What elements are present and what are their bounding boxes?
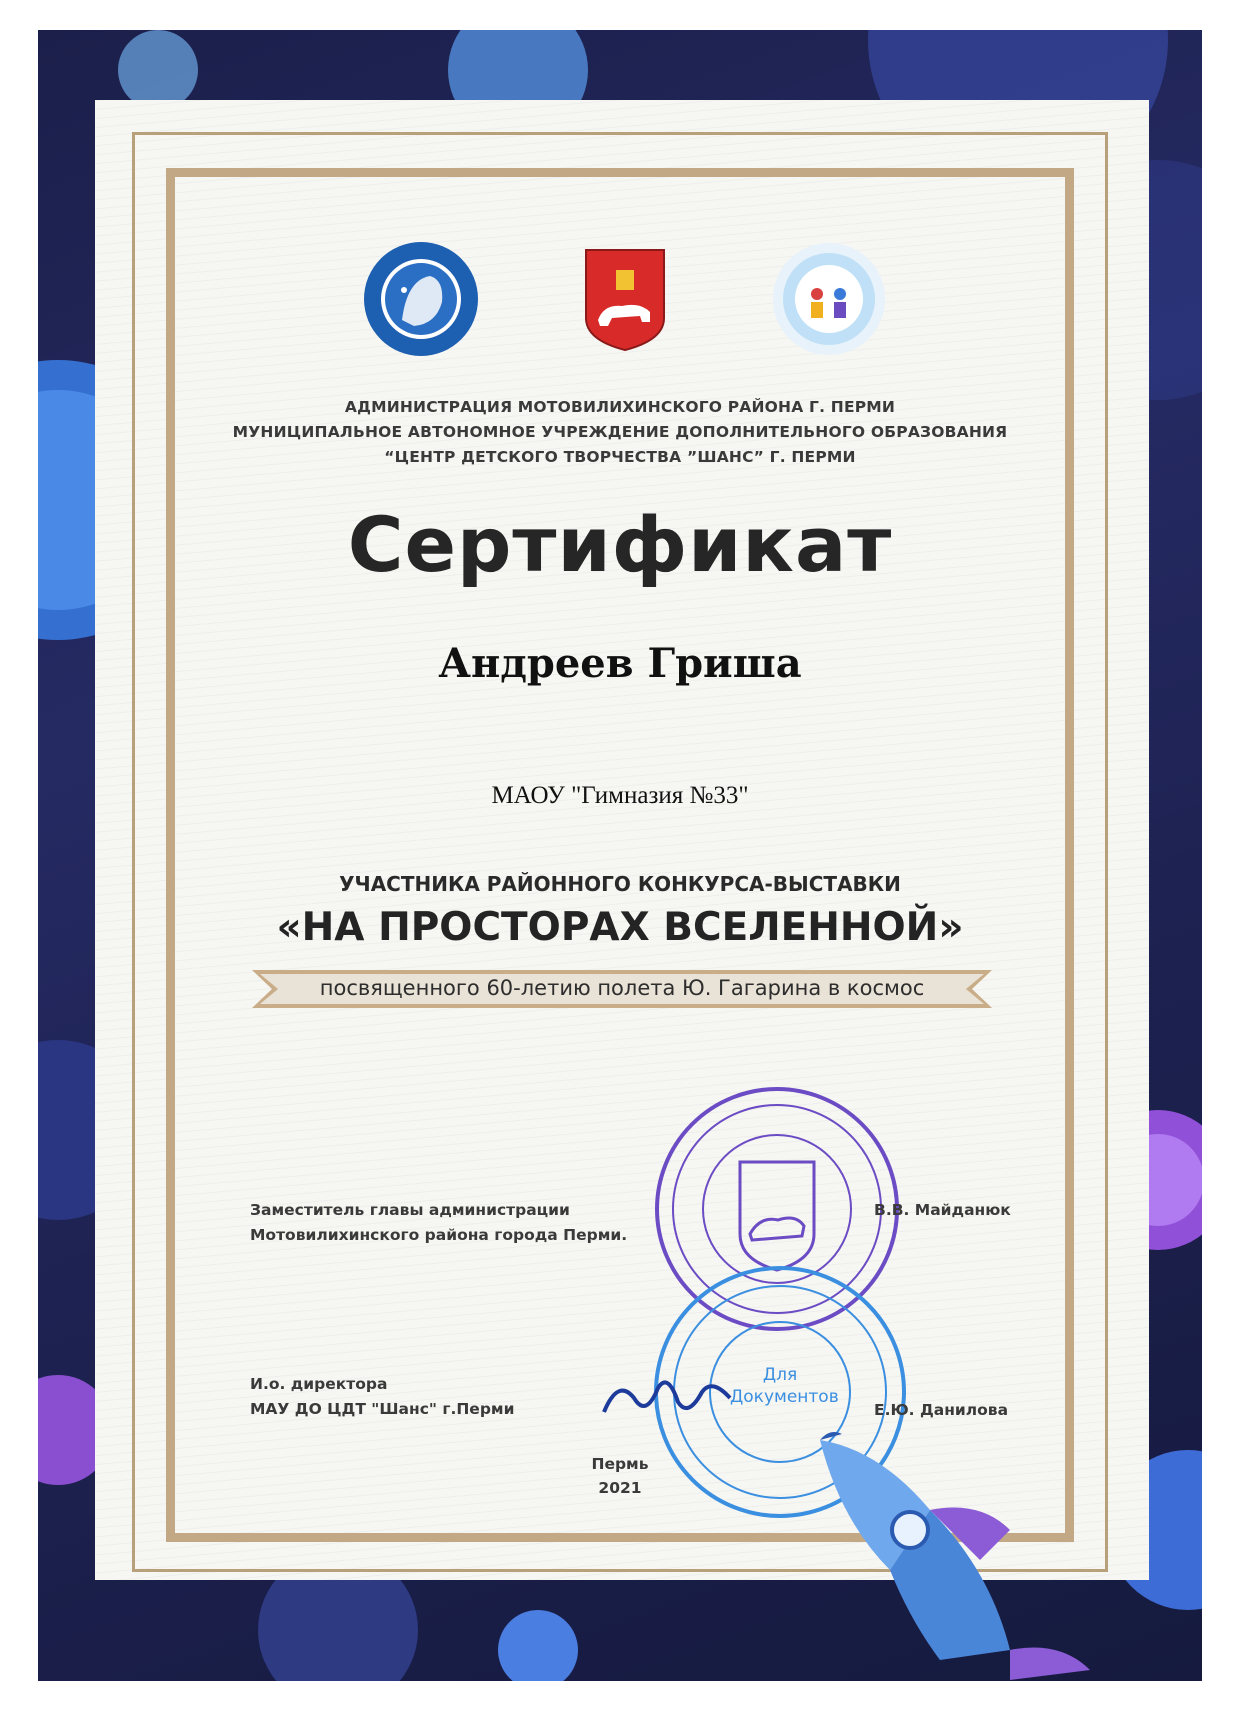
director-signature-icon: [598, 1368, 738, 1428]
signature-1-line-2: Мотовилихинского района города Перми.: [250, 1226, 628, 1244]
signature-2-line-1: И.о. директора: [250, 1375, 388, 1393]
footer-city: Пермь: [591, 1455, 649, 1473]
logo-row: [0, 238, 1240, 368]
signature-2-signer: Е.Ю. Данилова: [874, 1401, 1009, 1419]
signature-2-position: [250, 1372, 514, 1422]
recipient-school: МАОУ "Гимназия №33": [491, 782, 749, 809]
center-stamp-label: Для Документов: [730, 1365, 839, 1407]
certificate-title: Сертификат: [347, 500, 893, 589]
inner-frame: [166, 168, 1074, 1542]
footer-year: 2021: [598, 1479, 642, 1497]
chance-logo-icon: [770, 240, 888, 362]
header-line-3: “ЦЕНТР ДЕТСКОГО ТВОРЧЕСТВА ”ШАНС” Г. ПЕРМИ: [384, 448, 856, 466]
rocket-icon: [760, 1420, 1200, 1680]
anniversary-emblem-icon: [362, 240, 480, 362]
signature-1-signer: В.В. Майданюк: [874, 1201, 1011, 1219]
award-role: УЧАСТНИКА РАЙОННОГО КОНКУРСА-ВЫСТАВКИ: [339, 872, 901, 896]
signature-1-line-1: Заместитель главы администрации: [250, 1201, 570, 1219]
recipient-name: Андреев Гриша: [438, 640, 802, 687]
header-line-2: МУНИЦИПАЛЬНОЕ АВТОНОМНОЕ УЧРЕЖДЕНИЕ ДОПОЛНИТЕЛЬНОГО ОБРАЗОВАНИЯ: [232, 423, 1008, 441]
signature-1-position: [250, 1198, 627, 1248]
contest-name: «НА ПРОСТОРАХ ВСЕЛЕННОЙ»: [276, 905, 964, 950]
signature-2-line-2: МАУ ДО ЦДТ "Шанс" г.Перми: [250, 1400, 515, 1418]
header-line-1: АДМИНИСТРАЦИЯ МОТОВИЛИХИНСКОГО РАЙОНА Г. ПЕРМИ: [344, 398, 896, 416]
coat-of-arms-icon: [584, 248, 666, 356]
dedication-text: посвященного 60-летию полета Ю. Гагарина в космос: [319, 976, 925, 1000]
